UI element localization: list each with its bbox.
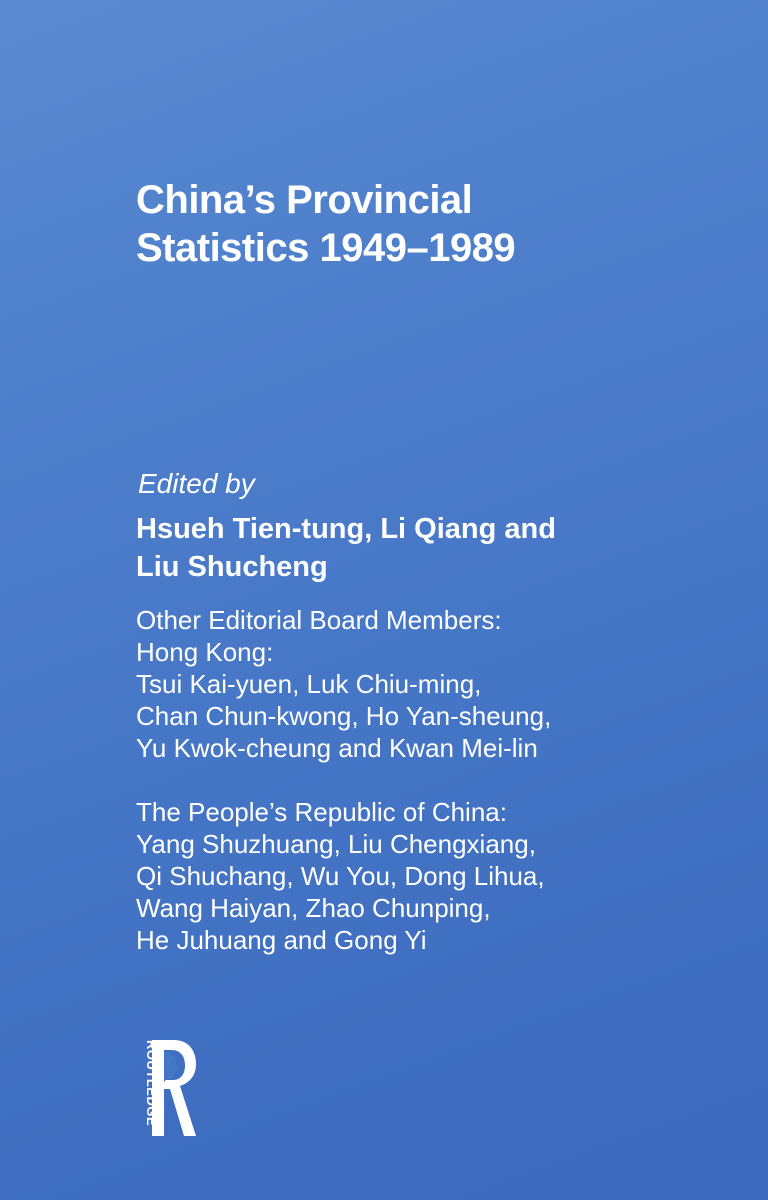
board-hk-line: Yu Kwok-cheung and Kwan Mei-lin	[136, 733, 538, 763]
board-hk-line: Hong Kong:	[136, 637, 274, 667]
title-line-1: China’s Provincial	[136, 178, 473, 222]
board-hk-line: Chan Chun-kwong, Ho Yan-sheung,	[136, 701, 552, 731]
board-prc-line: Wang Haiyan, Zhao Chunping,	[136, 893, 491, 923]
board-prc-line: Qi Shuchang, Wu You, Dong Lihua,	[136, 861, 545, 891]
editors-line-1: Hsueh Tien-tung, Li Qiang and	[136, 513, 556, 545]
title-line-2: Statistics 1949–1989	[136, 226, 516, 270]
board-hk-line: Tsui Kai-yuen, Luk Chiu-ming,	[136, 669, 482, 699]
board-hk-line: Other Editorial Board Members:	[136, 605, 502, 635]
board-members-hong-kong	[136, 604, 736, 764]
edited-by-label: Edited by	[138, 468, 255, 499]
book-title	[136, 176, 696, 272]
editors-line-2: Liu Shucheng	[136, 551, 328, 583]
board-members-prc	[136, 796, 736, 956]
board-prc-line: The People’s Republic of China:	[136, 797, 507, 827]
editors-names	[136, 510, 736, 586]
routledge-logo-icon	[130, 1036, 202, 1140]
board-prc-line: He Juhuang and Gong Yi	[136, 925, 427, 955]
logo-text: ROUTLEDGE	[144, 1040, 159, 1127]
board-prc-line: Yang Shuzhuang, Liu Chengxiang,	[136, 829, 536, 859]
